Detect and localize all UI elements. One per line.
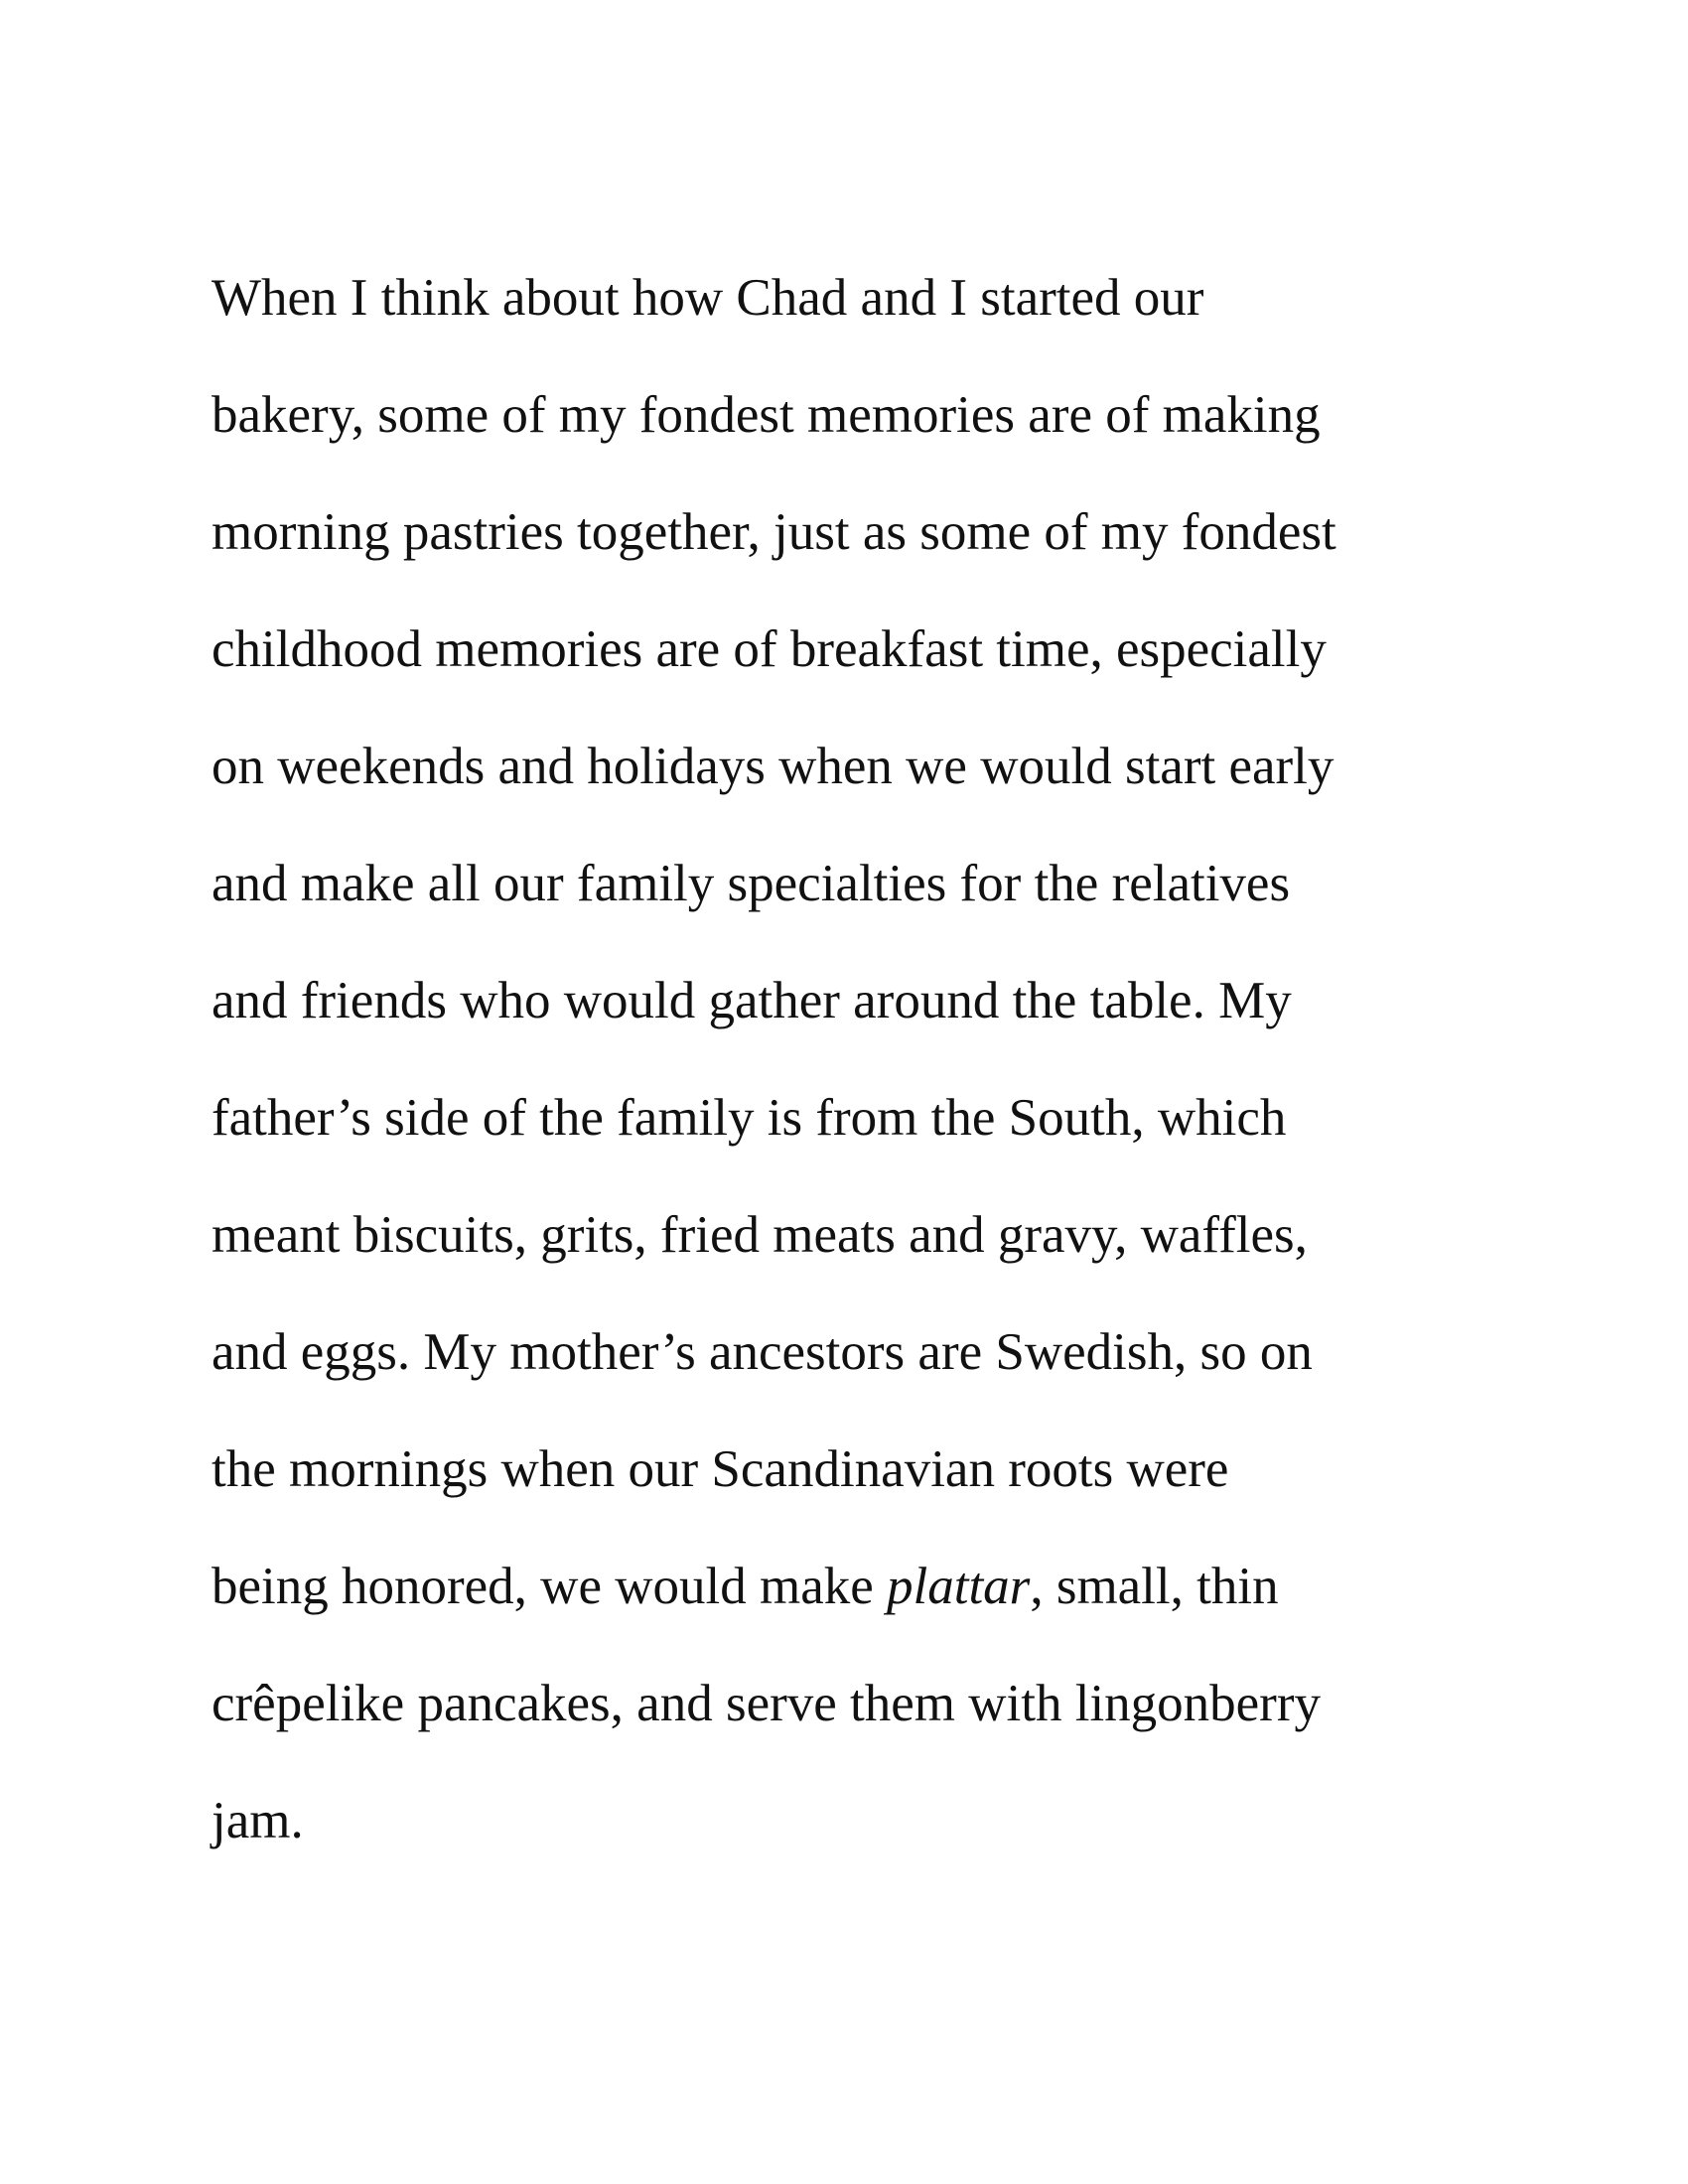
paragraph-line: bakery, some of my fondest memories are of making [211, 386, 1321, 444]
paragraph-line: When I think about how Chad and I started our [211, 269, 1204, 327]
paragraph-line: father’s side of the family is from the South, which [211, 1089, 1287, 1147]
paragraph-line: childhood memories are of breakfast time, especially [211, 620, 1327, 678]
paragraph-line: and eggs. My mother’s ancestors are Swedish, so on [211, 1323, 1313, 1381]
paragraph-line: crêpelike pancakes, and serve them with lingonberry [211, 1675, 1321, 1732]
paragraph-line: morning pastries together, just as some of my fondest [211, 503, 1336, 561]
line-text-before-italic: being honored, we would make [211, 1558, 887, 1615]
italic-term: plattar [887, 1558, 1031, 1615]
paragraph-line: meant biscuits, grits, fried meats and gravy, waffles, [211, 1206, 1308, 1264]
paragraph-line: the mornings when our Scandinavian roots were [211, 1440, 1229, 1498]
line-text-after-italic: , small, thin [1030, 1558, 1279, 1615]
body-paragraph [211, 256, 1502, 1896]
paragraph-line: on weekends and holidays when we would start early [211, 738, 1335, 795]
paragraph-line: jam. [211, 1792, 304, 1849]
paragraph-line: and friends who would gather around the table. My [211, 972, 1292, 1029]
paragraph-line [211, 1545, 1502, 1662]
paragraph-line: and make all our family specialties for the relatives [211, 855, 1291, 912]
